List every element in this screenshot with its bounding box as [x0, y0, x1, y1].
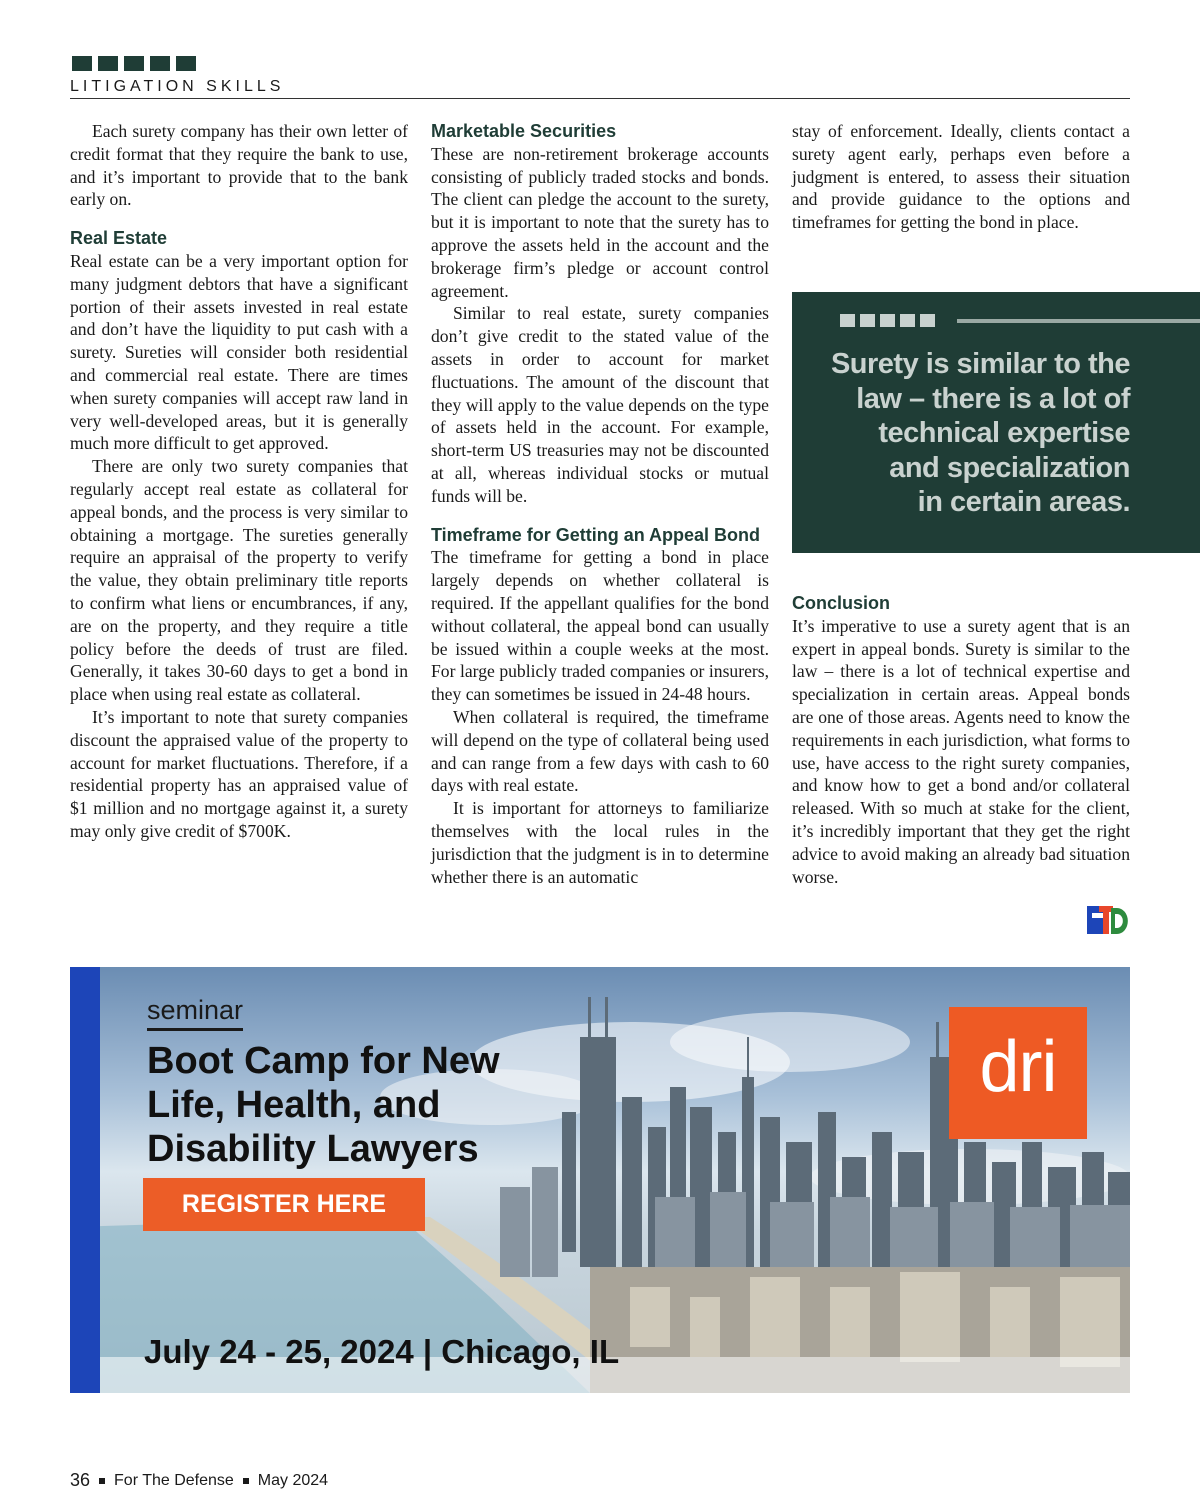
paragraph: It’s imperative to use a surety agent that is an expert in appeal bonds. Surety is similar to the law – there is a lot of technical expertise and specialization in certain areas. Appeal bonds are one of those areas. Agents need to know the requirements in each jurisdiction, what forms to use, have access to the right surety companies, and know how to get a bond and/or collateral released. With so much at stake for the client, it’s incredibly important that they get the right advice to avoid making an already bad situation worse.	[792, 615, 1130, 887]
paragraph: stay of enforcement. Ideally, clients contact a surety agent early, perhaps even before a judgment is entered, to assess their situation and provide guidance to the options and timeframes for getting the bond in place.	[792, 121, 1130, 233]
pull-quote-line: Surety is similar to the	[830, 348, 1130, 380]
ad-kicker: seminar	[147, 995, 243, 1031]
register-here-button[interactable]: REGISTER HERE	[143, 1178, 425, 1231]
pull-quote-box	[792, 292, 1200, 553]
paragraph: Each surety company has their own letter of credit format that they require the bank to use, and it’s important to provide that to the bank early on.	[70, 121, 408, 210]
ad-title-line: Disability Lawyers	[147, 1128, 479, 1170]
section-label: LITIGATION SKILLS	[70, 78, 285, 95]
ad-title-line: Boot Camp for New	[147, 1040, 500, 1082]
paragraph: Similar to real estate, surety companies don’t give credit to the stated value of the assets in order to account for market fluctuations. The amount of the discount that they will apply to the value depends on the type of assets held in the account. For example, short-term US treasuries may not be discounted at all, whereas individual stocks or mutual funds will be.	[431, 303, 769, 506]
paragraph: It’s important to note that surety companies discount the appraised value of the property to account for market fluctuations. Therefore, if a residential property has an appraised value of $1 million and no mortgage against it, a surety may only give credit of $700K.	[70, 706, 408, 841]
seminar-ad[interactable]	[70, 967, 1130, 1393]
page-footer	[70, 1470, 328, 1491]
paragraph: Real estate can be a very important option for many judgment debtors that have a significant portion of their assets invested in real estate and don’t have the liquidity to put cash with a surety. Sureties will consider both residential and commercial real estate. There are times when surety companies will accept raw land in very well-developed areas, but it is generally much more difficult to get approved.	[70, 250, 408, 454]
bullet-separator	[243, 1478, 249, 1484]
dri-logo: dri	[949, 1007, 1087, 1139]
article-column-1	[70, 120, 408, 843]
subheading-conclusion: Conclusion	[792, 593, 890, 613]
pull-quote-line: and specialization	[889, 451, 1130, 484]
article-column-3-conclusion	[792, 592, 1130, 888]
pull-quote-line: law – there is a lot of	[856, 382, 1130, 415]
paragraph: The timeframe for getting a bond in place largely depends on whether collateral is required. If the appellant qualifies for the bond without collateral, the appeal bond can usually be issued within a couple weeks at the most. For large publicly traded companies or insurers, they can sometimes be issued in 24-48 hours.	[431, 547, 769, 705]
ad-title-line: Life, Health, and	[147, 1084, 441, 1126]
subheading-timeframe: Timeframe for Getting an Appeal Bond	[431, 524, 761, 545]
publication-name: For The Defense	[114, 1471, 234, 1489]
page-number: 36	[70, 1470, 91, 1490]
pull-quote-rule	[957, 319, 1200, 323]
pull-quote-line: technical expertise	[878, 417, 1130, 449]
ad-accent-stripe	[70, 967, 100, 1393]
article-column-2	[431, 120, 769, 888]
paragraph: It is important for attorneys to familiarize themselves with the local rules in the jurisdiction that the judgment is in to determine whether there is an automatic	[431, 798, 769, 887]
header-divider	[70, 98, 1130, 99]
subheading-real-estate: Real Estate	[70, 228, 168, 249]
pull-quote-line: in certain areas.	[917, 486, 1130, 518]
issue-date: May 2024	[257, 1471, 329, 1489]
pull-quote-text	[800, 347, 1130, 520]
paragraph: When collateral is required, the timeframe will depend on the type of collateral being used and can range from a few days with cash to 60 days with real estate.	[431, 706, 769, 796]
paragraph: These are non-retirement brokerage accounts consisting of publicly traded stocks and bonds. The client can pledge the account to the surety, but it is important to note that the surety has to approve the assets held in the account and the brokerage firm’s pledge or account control agreement.	[431, 143, 769, 301]
pull-quote-squares-ornament	[840, 314, 935, 327]
header-squares-ornament	[72, 56, 196, 71]
bullet-separator	[99, 1478, 105, 1484]
paragraph: There are only two surety companies that regularly accept real estate as collateral for appeal bonds, and the process is very similar to obtaining a mortgage. The sureties generally require an appraisal of the property to verify the value, they obtain preliminary title reports to confirm what liens or encumbrances, if any, are on the property, and they require a title policy before the deeds of trust are filed. Generally, it takes 30-60 days to get a bond in place when using real estate as collateral.	[70, 456, 408, 705]
ftd-end-logo	[1087, 904, 1129, 936]
article-column-3	[792, 120, 1130, 234]
ad-date-location: July 24 - 25, 2024 | Chicago, IL	[144, 1333, 620, 1370]
subheading-marketable-securities: Marketable Securities	[431, 121, 617, 141]
ad-title	[147, 1039, 567, 1171]
